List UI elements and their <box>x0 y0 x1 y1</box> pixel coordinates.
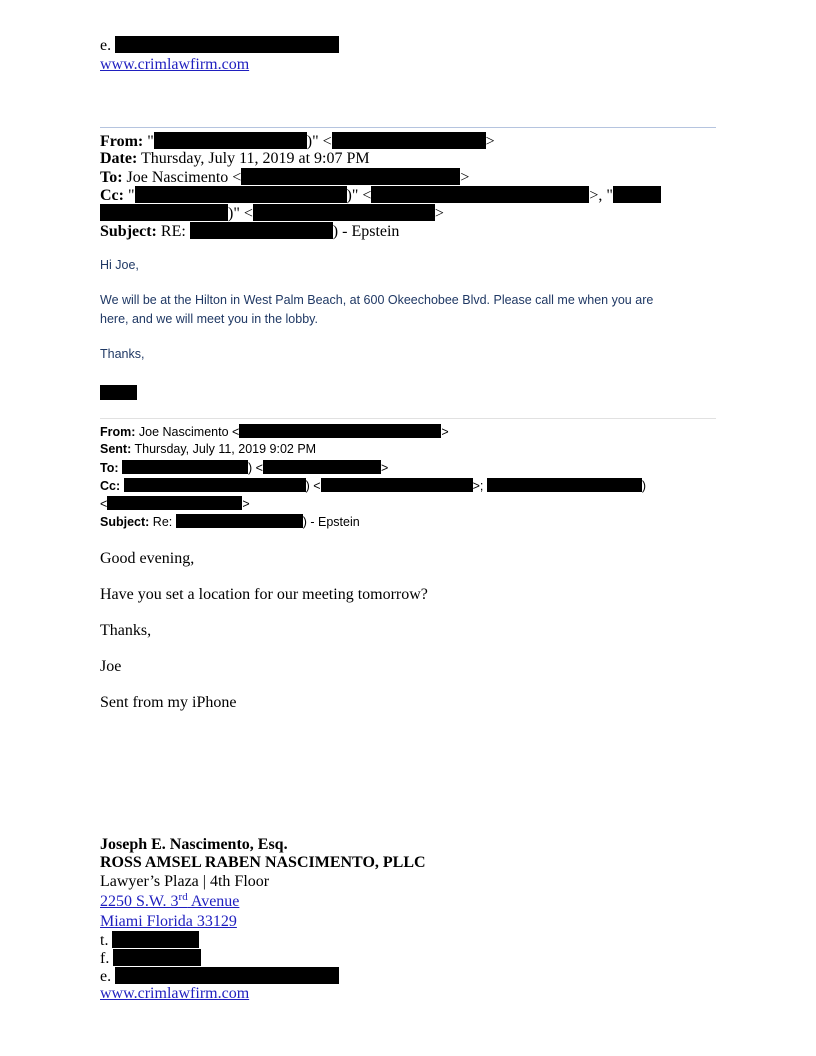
signature-address <box>100 893 239 911</box>
cc-open: < <box>100 497 108 511</box>
reply-from-line <box>100 132 495 151</box>
orig-sent-line <box>100 442 316 456</box>
city-link[interactable]: Miami Florida 33129 <box>100 913 237 930</box>
address-avenue: Avenue <box>187 893 240 910</box>
reply-cc-line-2 <box>100 204 444 223</box>
signature-email <box>100 967 339 986</box>
address-link[interactable] <box>100 893 239 910</box>
redacted-from-email <box>239 424 441 438</box>
signature-city <box>100 913 237 931</box>
signature-name <box>100 836 288 854</box>
website-link[interactable]: www.crimlawfirm.com <box>100 56 250 73</box>
date-value: Thursday, July 11, 2019 at 9:07 PM <box>141 150 370 167</box>
cc-mid: ) <box>641 479 647 493</box>
reply-to-line <box>100 168 469 187</box>
from-close: > <box>485 133 495 150</box>
to-label: To: <box>100 461 119 475</box>
email-prefix: e. <box>100 968 112 985</box>
cc-mid: >; <box>472 479 484 493</box>
reply-subject-line <box>100 222 399 241</box>
to-value: Joe Nascimento < <box>126 169 242 186</box>
from-label: From: <box>100 133 144 150</box>
cc-label: Cc: <box>100 187 124 204</box>
redacted-subject <box>176 514 303 528</box>
cc-mid: >, " <box>589 187 613 204</box>
from-label: From: <box>100 425 136 439</box>
phone-prefix: t. <box>100 932 109 949</box>
to-close: > <box>460 169 470 186</box>
subject-suffix: ) - Epstein <box>332 223 400 240</box>
cc-mid: )" < <box>346 187 372 204</box>
top-website-line <box>100 56 249 74</box>
redacted-sender-name <box>154 132 307 149</box>
orig-question: Have you set a location for our meeting tomorrow? <box>100 586 428 603</box>
to-close: > <box>380 461 389 475</box>
address-street: 2250 S.W. 3 <box>100 893 179 910</box>
cc-quote: " <box>127 187 135 204</box>
subject-prefix: RE: <box>160 223 186 240</box>
email-separator <box>100 418 716 419</box>
cc-mid: ) < <box>305 479 321 493</box>
from-quote: " <box>147 133 154 150</box>
email-prefix: e. <box>100 37 112 54</box>
orig-subject-line <box>100 514 360 529</box>
subject-label: Subject: <box>100 515 150 529</box>
redacted-cc-name <box>613 186 661 203</box>
redacted-fax <box>113 949 201 966</box>
redacted-phone <box>112 931 199 948</box>
redacted-cc-name <box>487 478 642 492</box>
cc-mid: )" < <box>228 205 253 222</box>
to-mid: ) < <box>248 461 263 475</box>
reply-greeting: Hi Joe, <box>100 258 139 272</box>
subject-prefix: Re: <box>152 515 173 529</box>
redacted-email <box>115 967 339 984</box>
redacted-cc-email <box>253 204 435 221</box>
orig-name: Joe <box>100 658 122 675</box>
cc-close: > <box>242 497 250 511</box>
reply-body-line-1: We will be at the Hilton in West Palm Beach, at 600 Okeechobee Blvd. Please call me when you are <box>100 293 654 307</box>
orig-cc-line-2 <box>100 496 250 511</box>
redacted-cc-name <box>135 186 347 203</box>
address-suffix: rd <box>178 891 188 903</box>
redacted-to-email <box>241 168 460 185</box>
reply-closing: Thanks, <box>100 347 145 361</box>
reply-date-line <box>100 150 370 168</box>
redacted-sender-email <box>332 132 486 149</box>
email-separator <box>100 127 716 128</box>
signature-phone <box>100 931 199 950</box>
from-close: > <box>441 425 449 439</box>
orig-from-line <box>100 424 449 439</box>
reply-cc-line <box>100 186 661 205</box>
redacted-sender-signature <box>100 385 137 400</box>
signature-fax <box>100 949 201 968</box>
signature-website <box>100 985 249 1003</box>
orig-closing: Thanks, <box>100 622 152 639</box>
redacted-signature <box>100 384 137 402</box>
sent-value: Thursday, July 11, 2019 9:02 PM <box>134 442 317 456</box>
subject-suffix: ) - Epstein <box>302 515 360 529</box>
website-link[interactable]: www.crimlawfirm.com <box>100 985 250 1002</box>
signature-floor: Lawyer’s Plaza | 4th Floor <box>100 873 270 890</box>
redacted-to-name <box>122 460 248 474</box>
subject-label: Subject: <box>100 223 157 240</box>
sent-label: Sent: <box>100 442 132 456</box>
orig-to-line <box>100 460 388 475</box>
redacted-cc-email <box>371 186 589 203</box>
reply-body-line-2: here, and we will meet you in the lobby. <box>100 312 318 326</box>
orig-cc-line <box>100 478 646 493</box>
redacted-to-email <box>263 460 381 474</box>
redacted-cc-email <box>107 496 242 510</box>
redacted-cc-email <box>321 478 473 492</box>
signature-firm-text: ROSS AMSEL RABEN NASCIMENTO, PLLC <box>100 854 426 871</box>
from-mid: )" < <box>306 133 332 150</box>
redacted-email <box>115 36 339 53</box>
fax-prefix: f. <box>100 950 110 967</box>
signature-firm <box>100 854 426 872</box>
top-email-line <box>100 36 339 55</box>
redacted-subject <box>190 222 333 239</box>
cc-close: > <box>434 205 444 222</box>
date-label: Date: <box>100 150 138 167</box>
orig-sent-from: Sent from my iPhone <box>100 694 237 711</box>
to-label: To: <box>100 169 123 186</box>
redacted-cc-name <box>100 204 228 221</box>
redacted-cc-name <box>124 478 306 492</box>
cc-label: Cc: <box>100 479 121 493</box>
orig-greeting: Good evening, <box>100 550 195 567</box>
signature-name-text: Joseph E. Nascimento, Esq. <box>100 836 288 853</box>
from-value: Joe Nascimento < <box>138 425 240 439</box>
